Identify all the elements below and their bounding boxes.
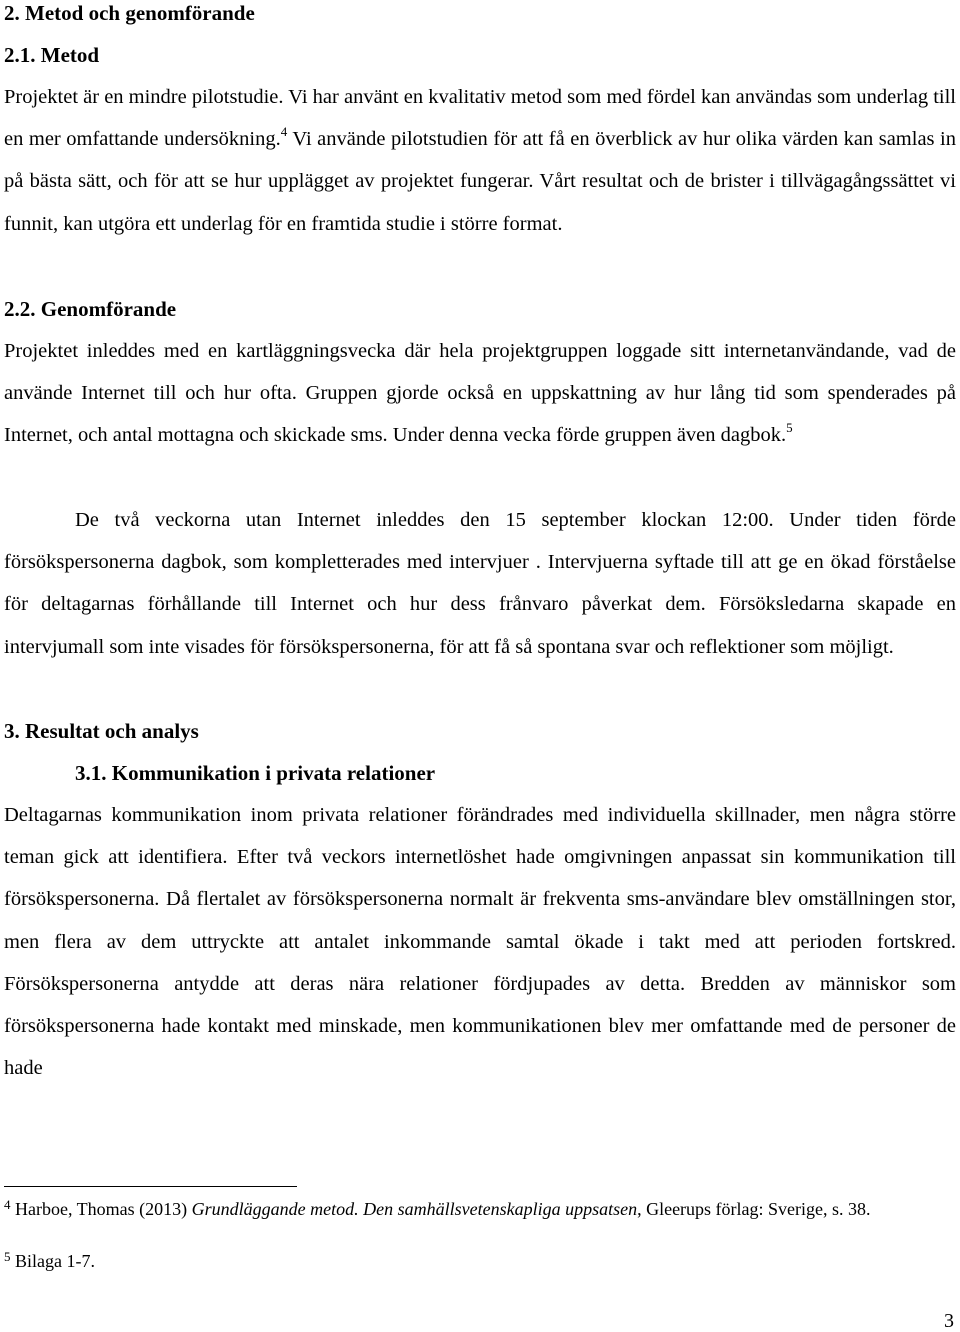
paragraph-metod: [4, 76, 956, 245]
heading-kommunikation-privata-relationer: 3.1. Kommunikation i privata relationer: [75, 761, 436, 785]
paragraph-genomforande-1: [4, 330, 956, 457]
heading-metod: 2.1. Metod: [4, 43, 100, 67]
page-number: 3: [944, 1310, 954, 1332]
footnote-5-number: 5: [4, 1249, 11, 1264]
footnote-4: [4, 1198, 956, 1220]
heading-resultat-och-analys: 3. Resultat och analys: [4, 719, 199, 743]
heading-metod-och-genomforande: 2. Metod och genomförande: [4, 1, 255, 25]
footnote-ref-4: 4: [280, 124, 288, 140]
heading-genomforande: 2.2. Genomförande: [4, 297, 177, 321]
footnote-4-number: 4: [4, 1197, 11, 1212]
paragraph-metod-text-b: Vi använde pilotstudien för att få en överblick av hur olika värden kan samlas in på bästa sätt, och för att se hur upplägget av projektet fungerar. Vårt resultat och de brister i tillvägagångssättet vi funnit, kan utgöra ett underlag för en framtida studie i större format.: [4, 128, 956, 235]
paragraph-kommunikation: Deltagarnas kommunikation inom privata relationer förändrades med individuella skillnader, men några större teman gick att identifiera. Efter två veckors internetlöshet hade omgivningen anpassat sin kommunikation till försökspersonerna. Då flertalet av försökspersonerna normalt är frekventa sms-användare blev omställningen stor, men flera av dem uttryckte att antalet inkommande samtal ökade i takt med att perioden fortskred. Försökspersonerna antydde att deras nära relationer fördjupades av detta. Bredden av människor som försökspersonerna hade kontakt med minskade, men kommunikationen blev mer omfattande med de personer de hade: [4, 804, 956, 1080]
footnote-5: [4, 1250, 956, 1272]
footnote-ref-5: 5: [786, 420, 793, 436]
paragraph-metod-text-a: Projektet är en mindre pilotstudie. Vi har använt en kvalitativ metod som med fördel kan användas som underlag till en mer omfattande undersökning.: [4, 86, 956, 151]
paragraph-genomforande-1-text: Projektet inleddes med en kartläggningsvecka där hela projektgruppen loggade sitt internetanvändande, vad de använde Internet till och hur ofta. Gruppen gjorde också en uppskattning av hur lång tid som spenderades på Internet, och antal mottagna och skickade sms. Under denna vecka förde gruppen även dagbok.: [4, 340, 956, 447]
paragraph-genomforande-2: De två veckorna utan Internet inleddes den 15 september klockan 12:00. Under tiden förde försökspersonerna dagbok, som kompletterades med intervjuer . Intervjuerna syftade till att ge en ökad förståelse för deltagarnas förhållande till Internet och hur dess frånvaro påverkat dem. Försöksledarna skapade en intervjumall som inte visades för försökspersonerna, för att få så spontana svar och reflektioner som möjligt.: [4, 509, 956, 658]
footnote-separator: [4, 1186, 297, 1187]
footnote-4-text-b: , Gleerups förlag: Sverige, s. 38.: [637, 1199, 871, 1219]
footnote-4-text-a: Harboe, Thomas (2013): [10, 1199, 192, 1219]
footnote-5-text: Bilaga 1-7.: [10, 1251, 95, 1271]
footnote-4-title: Grundläggande metod. Den samhällsvetenskapliga uppsatsen: [191, 1199, 638, 1219]
